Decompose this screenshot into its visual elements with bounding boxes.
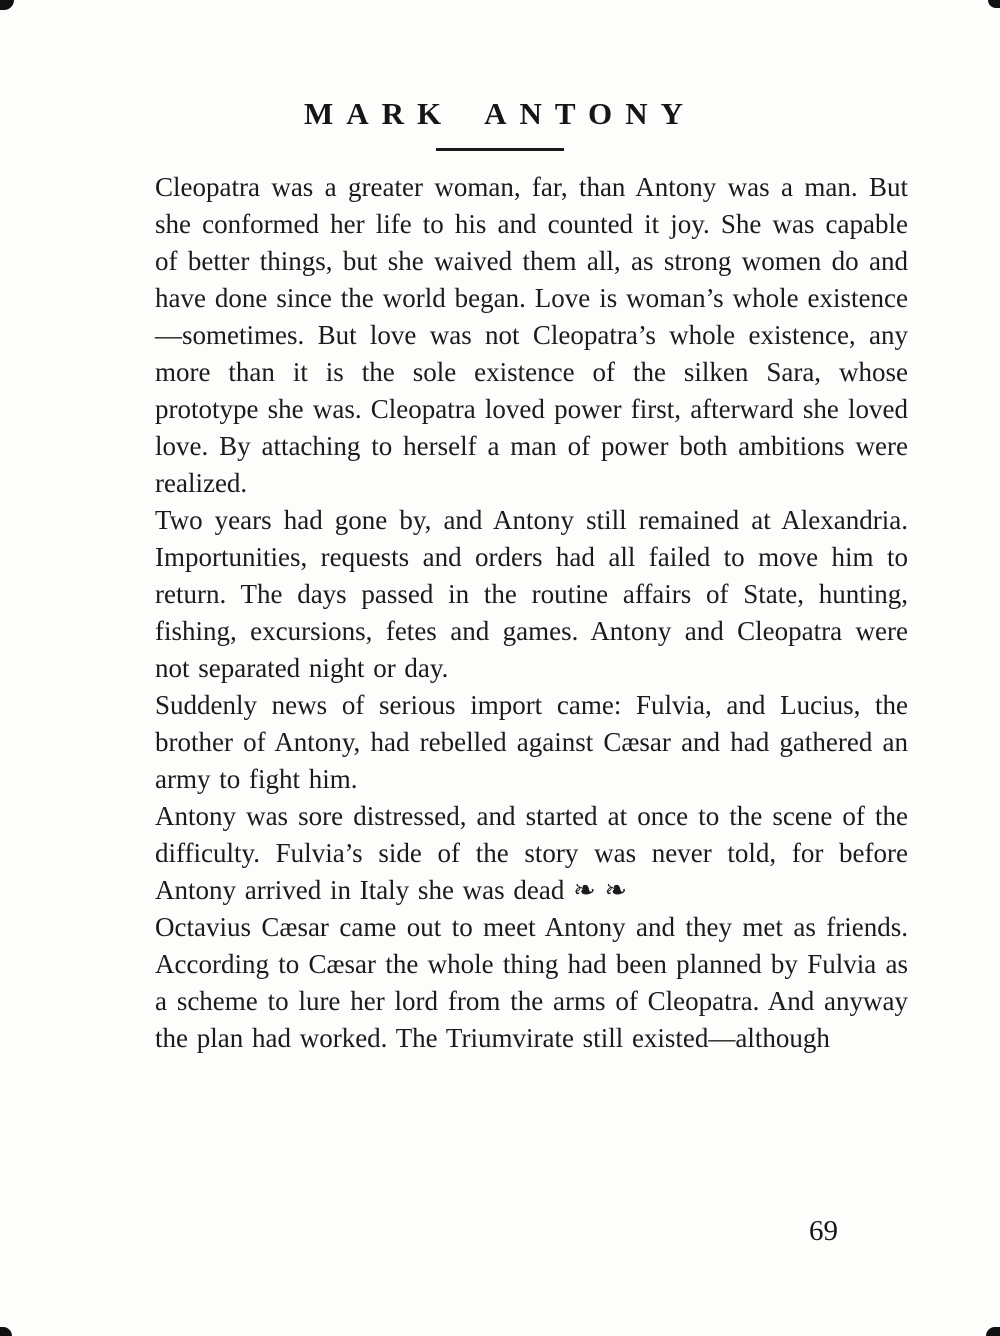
scan-corner-artifact bbox=[0, 1327, 12, 1336]
paragraph: Octavius Cæsar came out to meet Antony and they met as friends. According to Cæsar the whole thing had been planned by Fulvia as a scheme to lure her lord from the arms of Cleopatra. And anyway the plan had worked. The Triumvirate still existed—although bbox=[155, 912, 908, 1053]
paragraph: Cleopatra was a greater woman, far, than Antony was a man. But she conformed her life to his and counted it joy. She was capable of better things, but she waived them all, as strong women do and have done since the world began. Love is woman’s whole existence—sometimes. But love was not Cleopatra’s whole existence, any more than it is the sole existence of the silken Sara, whose prototype she was. Cleopatra loved power first, afterward she loved love. By attaching to herself a man of power both ambitions were realized. bbox=[155, 172, 908, 498]
paragraph: Two years had gone by, and Antony still remained at Alexandria. Importunities, requests and orders had all failed to move him to return. The days passed in the routine affairs of State, hunting, fishing, excursions, fetes and games. Antony and Cleopatra were not separated night or day. bbox=[155, 505, 908, 683]
text-block bbox=[0, 151, 1000, 1057]
scan-corner-artifact bbox=[986, 1327, 1000, 1336]
page-title: MARK ANTONY bbox=[303, 96, 697, 131]
paragraph: Suddenly news of serious import came: Fulvia, and Lucius, the brother of Antony, had rebelled against Cæsar and had gathered an army to fight him. bbox=[155, 690, 908, 794]
page-number: 69 bbox=[809, 1215, 838, 1247]
paragraph: Antony was sore distressed, and started at once to the scene of the difficulty. Fulvia’s side of the story was never told, for before Antony arrived in Italy she was dead ❧ ❧ bbox=[155, 801, 908, 905]
